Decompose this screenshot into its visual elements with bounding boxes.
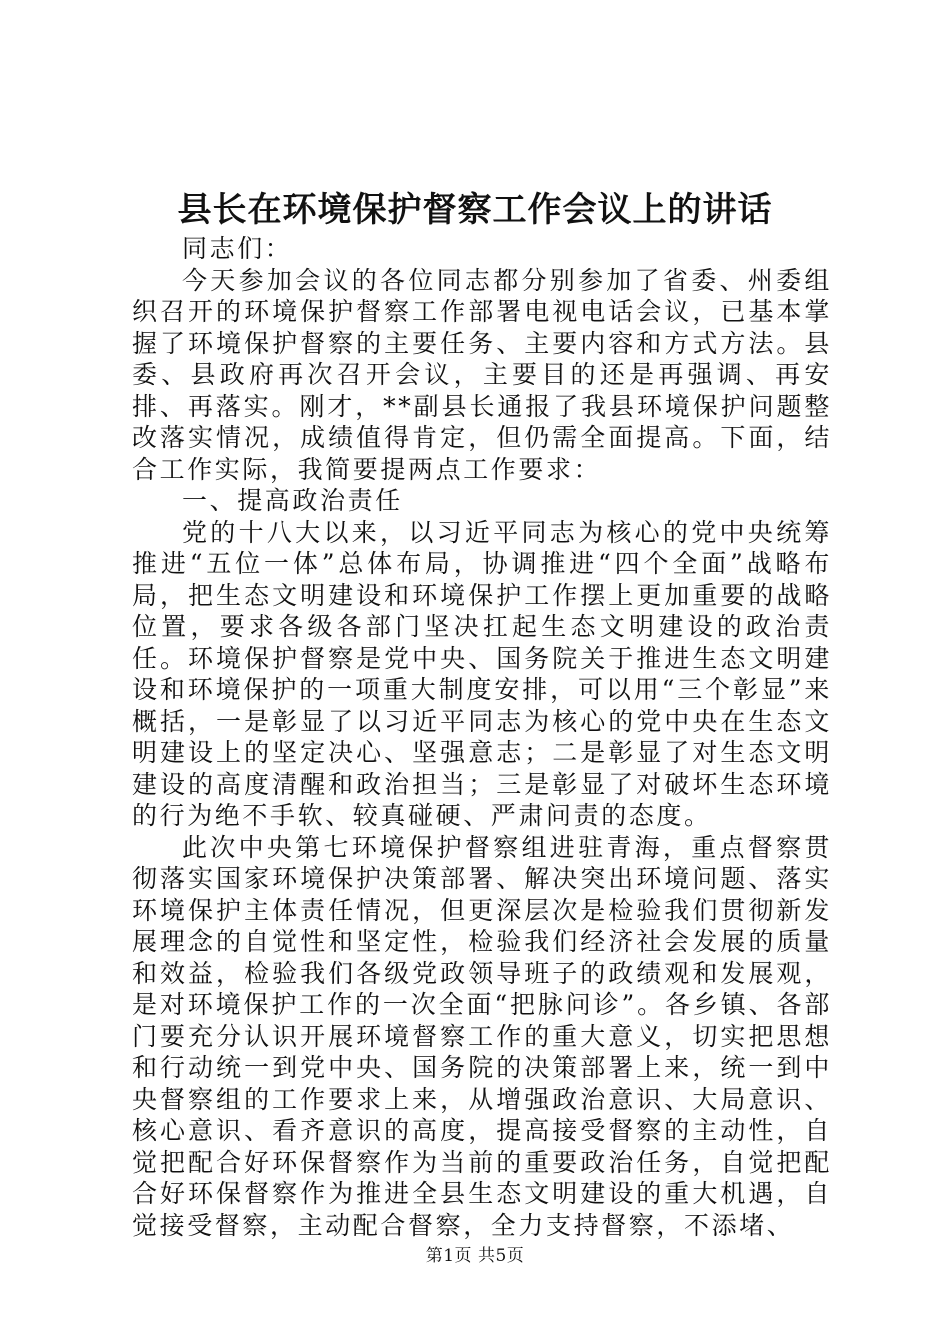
salutation: 同志们： [182, 234, 293, 263]
body-paragraph: 党的十八大以来，以习近平同志为核心的党中央统筹推进“五位一体”总体布局，协调推进“四个全面”战略布局，把生态文明建设和环境保护工作摆上更加重要的战略位置，要求各级各部门坚决扛起生态文明建设的政治责任。环境保护督察是党中央、国务院关于推进生态文明建设和环境保护的一项重大制度安排，可以用“三个彰显”来概括，一是彰显了以习近平同志为核心的党中央在生态文明建设上的坚定决心、坚强意志；二是彰显了对生态文明建设的高度清醒和政治担当；三是彰显了对破坏生态环境的行为绝不手软、较真碰硬、严肃问责的态度。 [132, 517, 832, 830]
body-paragraph: 今天参加会议的各位同志都分别参加了省委、州委组织召开的环境保护督察工作部署电视电话会议，已基本掌握了环境保护督察的主要任务、主要内容和方式方法。县委、县政府再次召开会议，主要目的还是再强调、再安排、再落实。刚才，**副县长通报了我县环境保护问题整改落实情况，成绩值得肯定，但仍需全面提高。下面，结合工作实际，我简要提两点工作要求： [132, 265, 832, 484]
body-paragraph: 此次中央第七环境保护督察组进驻青海，重点督察贯彻落实国家环境保护决策部署、解决突出环境问题、落实环境保护主体责任情况，但更深层次是检验我们贯彻新发展理念的自觉性和坚定性，检验我们经济社会发展的质量和效益，检验我们各级党政领导班子的政绩观和发展观，是对环境保护工作的一次全面“把脉问诊”。各乡镇、各部门要充分认识开展环境督察工作的重大意义，切实把思想和行动统一到党中央、国务院的决策部署上来，统一到中央督察组的工作要求上来，从增强政治意识、大局意识、核心意识、看齐意识的高度，提高接受督察的主动性，自觉把配合好环保督察作为当前的重要政治任务，自觉把配合好环保督察作为推进全县生态文明建设的重大机遇，自觉接受督察，主动配合督察，全力支持督察，不添堵、 [132, 832, 832, 1240]
page-number-footer: 第1页 共5页 [425, 1246, 525, 1266]
document-body [132, 233, 832, 1241]
section-heading: 一、提高政治责任 [182, 486, 403, 515]
document-title: 县长在环境保护督察工作会议上的讲话 [177, 190, 773, 230]
